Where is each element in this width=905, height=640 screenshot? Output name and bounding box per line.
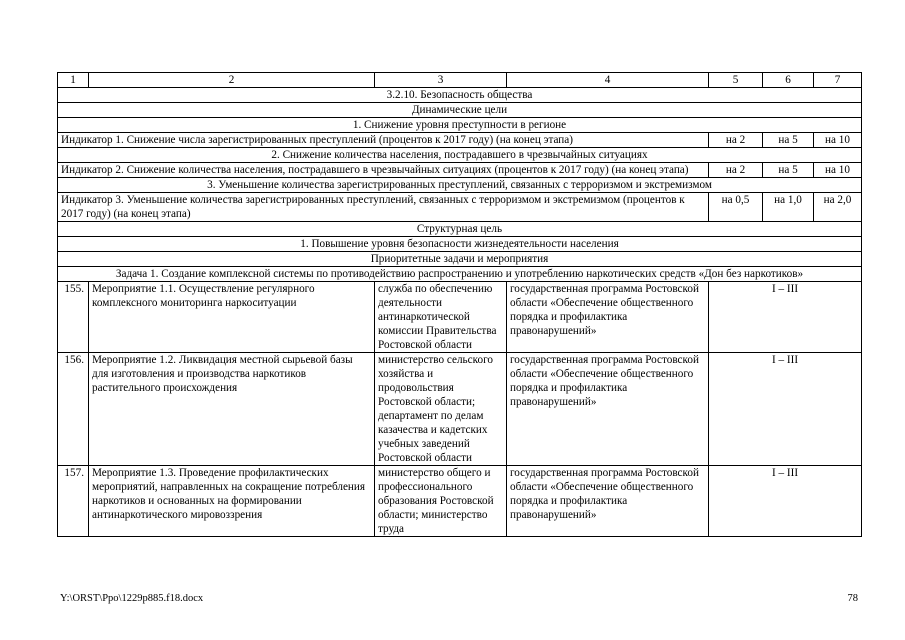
structural-goal-1-heading: 1. Повышение уровня безопасности жизнедеятельности населения: [58, 237, 862, 252]
col-number-7: 7: [814, 73, 862, 88]
footer-file-path: Y:\ORST\Ppo\1229p885.f18.docx: [60, 593, 204, 604]
structural-goal-row: [58, 222, 862, 237]
executor-text: министерство сельского хозяйства и продовольствия Ростовской области; департамент по делам казачества и кадетских учебных заведений Ростовской области: [375, 353, 507, 466]
goal-2-row: [58, 148, 862, 163]
goal-1-heading: 1. Снижение уровня преступности в регионе: [58, 118, 862, 133]
task-1-row: [58, 267, 862, 282]
section-title: 3.2.10. Безопасность общества: [58, 88, 862, 103]
column-number-row: [58, 73, 862, 88]
col-number-6: 6: [763, 73, 814, 88]
priority-tasks-row: [58, 252, 862, 267]
stage-range: I – III: [709, 353, 862, 466]
activity-row-156: [58, 353, 862, 466]
col-number-4: 4: [507, 73, 709, 88]
task-1-heading: Задача 1. Создание комплексной системы по противодействию распространению и употреблению наркотических средств «Дон без наркотиков»: [58, 267, 862, 282]
indicator-2-stage-3: на 10: [814, 163, 862, 178]
activity-row-157: [58, 466, 862, 537]
structural-goal-1-row: [58, 237, 862, 252]
goal-3-row: [58, 178, 862, 193]
row-number: 157.: [58, 466, 89, 537]
indicator-3-stage-3: на 2,0: [814, 193, 862, 222]
indicator-2-text: Индикатор 2. Снижение количества населения, пострадавшего в чрезвычайных ситуациях (процентов к 2017 году) (на конец этапа): [58, 163, 709, 178]
section-title-row: [58, 88, 862, 103]
goal-2-heading: 2. Снижение количества населения, пострадавшего в чрезвычайных ситуациях: [58, 148, 862, 163]
stage-range: I – III: [709, 466, 862, 537]
priority-tasks-heading: Приоритетные задачи и мероприятия: [58, 252, 862, 267]
program-text: государственная программа Ростовской области «Обеспечение общественного порядка и профилактика правонарушений»: [507, 353, 709, 466]
row-number: 155.: [58, 282, 89, 353]
goal-3-heading: 3. Уменьшение количества зарегистрированных преступлений, связанных с терроризмом и экстремизмом: [58, 178, 862, 193]
footer-page-number: 78: [847, 593, 858, 604]
indicator-2-stage-1: на 2: [709, 163, 763, 178]
program-text: государственная программа Ростовской области «Обеспечение общественного порядка и профилактика правонарушений»: [507, 466, 709, 537]
indicator-1-stage-3: на 10: [814, 133, 862, 148]
col-number-5: 5: [709, 73, 763, 88]
indicator-1-stage-2: на 5: [763, 133, 814, 148]
indicator-3-stage-1: на 0,5: [709, 193, 763, 222]
col-number-3: 3: [375, 73, 507, 88]
col-number-2: 2: [89, 73, 375, 88]
dynamic-goals-row: [58, 103, 862, 118]
indicator-2-stage-2: на 5: [763, 163, 814, 178]
goals-table: [57, 72, 862, 537]
structural-goal-heading: Структурная цель: [58, 222, 862, 237]
activity-text: Мероприятие 1.3. Проведение профилактических мероприятий, направленных на сокращение потребления наркотиков и основанных на формировании антинаркотического мировоззрения: [89, 466, 375, 537]
indicator-2-row: [58, 163, 862, 178]
row-number: 156.: [58, 353, 89, 466]
program-text: государственная программа Ростовской области «Обеспечение общественного порядка и профилактика правонарушений»: [507, 282, 709, 353]
indicator-3-text: Индикатор 3. Уменьшение количества зарегистрированных преступлений, связанных с терроризмом и экстремизмом (процентов к 2017 году) (на конец этапа): [58, 193, 709, 222]
indicator-3-stage-2: на 1,0: [763, 193, 814, 222]
goal-1-row: [58, 118, 862, 133]
activity-text: Мероприятие 1.2. Ликвидация местной сырьевой базы для изготовления и производства наркотиков растительного происхождения: [89, 353, 375, 466]
executor-text: служба по обеспечению деятельности антинаркотической комиссии Правительства Ростовской области: [375, 282, 507, 353]
dynamic-goals-heading: Динамические цели: [58, 103, 862, 118]
indicator-1-text: Индикатор 1. Снижение числа зарегистрированных преступлений (процентов к 2017 году) (на конец этапа): [58, 133, 709, 148]
executor-text: министерство общего и профессионального образования Ростовской области; министерство труда: [375, 466, 507, 537]
document-page: [57, 72, 861, 537]
indicator-1-row: [58, 133, 862, 148]
col-number-1: 1: [58, 73, 89, 88]
activity-row-155: [58, 282, 862, 353]
indicator-3-row: [58, 193, 862, 222]
indicator-1-stage-1: на 2: [709, 133, 763, 148]
stage-range: I – III: [709, 282, 862, 353]
activity-text: Мероприятие 1.1. Осуществление регулярного комплексного мониторинга наркоситуации: [89, 282, 375, 353]
